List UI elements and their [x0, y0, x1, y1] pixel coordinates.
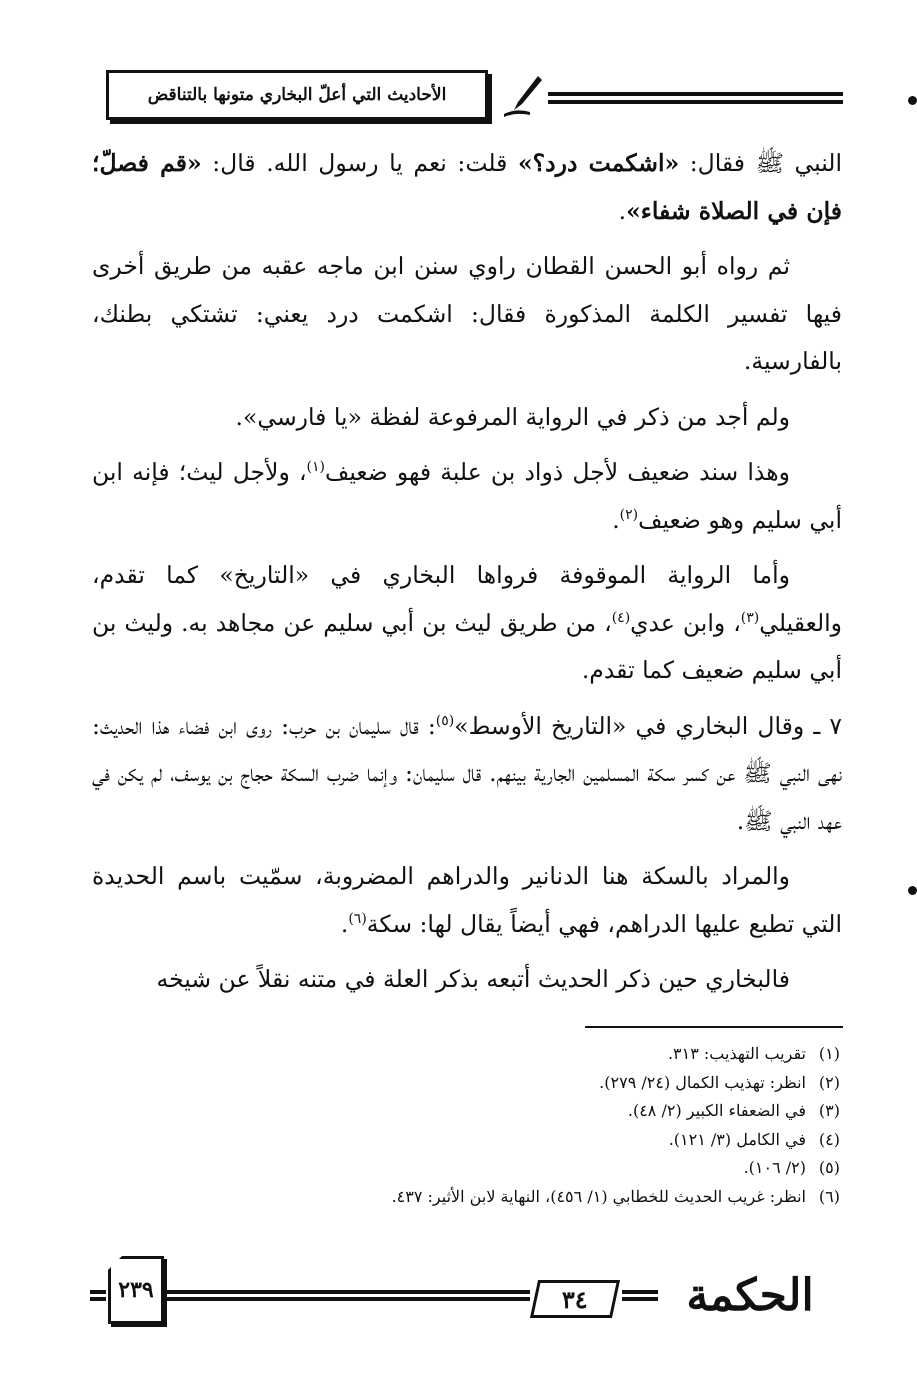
text-run: «اشكمت درد؟» [517, 149, 680, 177]
footnote-item [200, 1040, 840, 1069]
text-run: : قال سليمان بن حرب: روى ابن فضاء هذا الحديث: نهى النبي ﷺ عن كسر سكة المسلمين الجارية بينهم. قال سليمان: وإنما ضرب السكة حجاج بن يوسف، لم يكن في عهد النبي ﷺ. [92, 711, 842, 835]
footnote-ref: (٢) [619, 506, 639, 523]
footnote-text: في الكامل (٣/ ١٢١). [668, 1129, 806, 1149]
footnote-ref: (٤) [611, 609, 631, 626]
footnote-number: (٦) [818, 1186, 840, 1206]
text-run: ثم رواه أبو الحسن القطان راوي سنن ابن ماجه عقبه من طريق أخرى فيها تفسير الكلمة المذكورة فقال: اشكمت درد يعني: تشتكي بطنك، بالفارسية. [92, 252, 842, 375]
issue-number-badge [530, 1280, 620, 1318]
text-run: وهذا سند ضعيف لأجل ذواد بن علبة فهو ضعيف [325, 458, 791, 486]
footnote-item [200, 1154, 840, 1183]
journal-logo: الحكمة [686, 1270, 814, 1321]
footnote-text: انظر: تهذيب الكمال (٢٤/ ٢٧٩). [599, 1072, 806, 1092]
text-run: . [618, 196, 627, 225]
issue-number: ٣٤ [562, 1284, 588, 1314]
margin-dot-middle [908, 886, 917, 895]
paragraph-p6 [92, 703, 842, 846]
paragraph-p4 [92, 449, 842, 544]
quill-pen-icon [500, 72, 546, 118]
footer-rule-left [90, 1290, 106, 1304]
footnote-ref: (٣) [740, 609, 760, 626]
text-run: «قم فصلّ؛ فإن في الصلاة شفاء» [92, 149, 842, 225]
footnotes [200, 1040, 840, 1211]
page-number: ٢٣٩ [108, 1256, 164, 1324]
text-run: . [340, 909, 349, 938]
text-run: ، ولأجل ليث؛ فإنه ابن أبي سليم وهو ضعيف [92, 458, 842, 534]
text-run: ولم أجد من ذكر في الرواية المرفوعة لفظة «يا فارسي». [235, 402, 790, 431]
text-run: ٧ ـ وقال البخاري في «التاريخ الأوسط» [454, 711, 843, 740]
footnote-item [200, 1069, 840, 1098]
footer-rule [164, 1290, 530, 1304]
paragraph-p8 [92, 956, 842, 1004]
footnote-text: تقريب التهذيب: ٣١٣. [667, 1044, 806, 1063]
paragraph-p7 [92, 853, 842, 948]
footnote-number: (٢) [818, 1072, 840, 1092]
footnote-item [200, 1183, 840, 1212]
footnote-item [200, 1097, 840, 1126]
paragraph-p5 [92, 552, 842, 695]
header-rule [548, 92, 843, 106]
text-run: والمراد بالسكة هنا الدنانير والدراهم المضروبة، سمّيت باسم الحديدة التي تطبع عليها الدراهم، فهي أيضاً يقال لها: سكة [92, 862, 842, 938]
paragraph-p2 [92, 243, 842, 386]
footnote-number: (٣) [818, 1101, 840, 1120]
footnote-ref: (٦) [348, 910, 367, 927]
footnote-number: (١) [818, 1044, 840, 1063]
footnote-number: (٥) [818, 1158, 840, 1177]
footnote-number: (٤) [818, 1129, 840, 1149]
text-run: . [612, 505, 620, 534]
footnote-text: (٢/ ١٠٦). [743, 1158, 806, 1177]
footnote-text: انظر: غريب الحديث للخطابي (١/ ٤٥٦)، النهاية لابن الأثير: ٤٣٧. [391, 1186, 806, 1206]
text-run: النبي ﷺ فقال: [679, 149, 842, 177]
main-text [92, 140, 842, 1012]
footnote-item [200, 1126, 840, 1155]
text-run: فالبخاري حين ذكر الحديث أتبعه بذكر العلة في متنه نقلاً عن شيخه [156, 965, 790, 993]
text-run: ، من طريق ليث بن أبي سليم عن مجاهد به. وليث بن أبي سليم ضعيف كما تقدم. [92, 608, 842, 684]
margin-dot-top [908, 96, 917, 105]
text-run: قلت: نعم يا رسول الله. قال: [201, 149, 518, 177]
paragraph-p3 [92, 394, 842, 442]
text-run: ، وابن عدي [630, 608, 741, 637]
text-run: وأما الرواية الموقوفة فرواها البخاري في «التاريخ» كما تقدم، والعقيلي [92, 561, 842, 637]
paragraph-p1 [92, 140, 842, 235]
footnote-ref: (٥) [435, 712, 455, 729]
running-header-title: الأحاديث التي أعلّ البخاري متونها بالتناقض [106, 70, 488, 120]
footnote-separator [585, 1026, 843, 1028]
footnote-ref: (١) [306, 459, 326, 476]
footer-rule-middle [622, 1290, 658, 1304]
footnote-text: في الضعفاء الكبير (٢/ ٤٨). [627, 1101, 806, 1120]
